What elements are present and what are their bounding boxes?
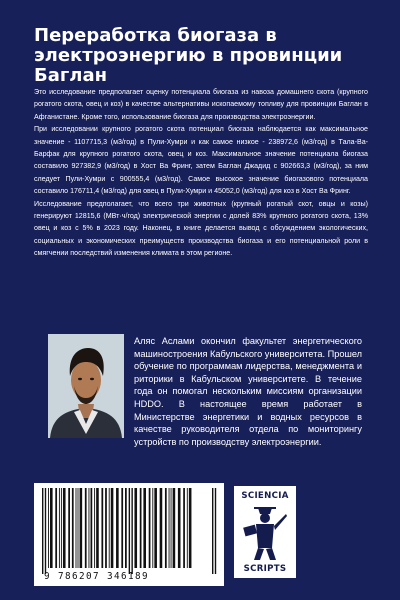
author-portrait-icon	[48, 334, 124, 438]
barcode-bar	[154, 488, 157, 568]
barcode-bar	[89, 488, 90, 568]
abstract-paragraph: При исследовании крупного рогатого скота потенциал биогаза наблюдается как максимальное значение - 1107715,3 (м3/год) в Пули-Хумри и как самое низкое - 238972,6 (м3/год) в Тала-Ва-Барфак для крупного рогатого скота, овец и коз. Максимальное значение потенциала биогаза составило 927382,9 (м3/год) в Хост Ва Фринг, затем Баглан Джадид с 902663,3 (м3/год), за ним следует Пули-Хумри с 900555,4 (м3/год). Самое высокое значение биогазового потенциала составило 176711,4 (м3/год) для овец в Пули-Хумри и 45052,0 (м3/год) для коз в Хост Ва Фринг.	[34, 125, 368, 196]
barcode-bar	[111, 488, 114, 568]
scholar-with-book-icon	[242, 502, 288, 562]
publisher-name-bottom: SCRIPTS	[243, 564, 287, 574]
barcode-bar	[76, 488, 77, 568]
barcode-bar	[55, 488, 57, 568]
barcode-bar	[94, 488, 95, 568]
barcode-bar	[160, 488, 163, 568]
barcode-bar	[45, 488, 46, 574]
barcode-bar	[109, 488, 110, 568]
barcode-bar	[165, 488, 167, 568]
author-photo	[48, 334, 124, 438]
isbn-number: 9 786207 346189	[44, 571, 149, 582]
publisher-name-top: SCIENCIA	[241, 491, 289, 501]
barcode-bar	[85, 488, 87, 568]
barcode-bar	[189, 488, 192, 568]
barcode-bar	[173, 488, 176, 568]
barcode-bar	[63, 488, 66, 568]
barcode-bar	[169, 488, 170, 568]
abstract-paragraph: Это исследование предполагает оценку потенциала биогаза из навоза домашнего скота (крупного рогатого скота, овец и коз) в качестве альтернативы ископаемому топливу для провинции Баглан в Афганистане. Кроме того, использование биогаза для производства электроэнергии.	[34, 88, 368, 121]
barcode-bar	[116, 488, 119, 568]
barcode-bar	[96, 488, 99, 568]
barcode-bar	[152, 488, 153, 568]
abstract-text	[34, 86, 368, 260]
barcode-bar	[125, 488, 127, 568]
barcode-bar	[61, 488, 62, 568]
barcode-bar	[80, 488, 83, 568]
abstract-paragraph: Исследование предполагает, что всего три животных (крупный рогатый скот, овцы и козы) генерируют 12815,6 (МВт·ч/год) электрической энергии с долей 83% крупного рогатого скота, 13% овец и коз с 5% в 2023 году. Наконец, в книге делается вывод с обсуждением экологических, социальных и экономических преимуществ производства биогаза и его потенциальной роли в смягчении последствий изменения климата в этом регионе.	[34, 199, 368, 258]
barcode-bar	[171, 488, 172, 568]
barcode-bar	[178, 488, 181, 568]
barcode-bar	[72, 488, 74, 568]
barcode-bar	[134, 488, 137, 568]
barcode-bar	[187, 488, 188, 568]
barcode-bar	[129, 488, 130, 574]
barcode-bar	[149, 488, 151, 568]
barcode-bar	[131, 488, 132, 574]
barcode-bar	[121, 488, 123, 568]
barcode-bar	[215, 488, 216, 574]
barcode-bar	[212, 488, 213, 574]
barcode-bar	[42, 488, 43, 574]
barcode-bar	[50, 488, 53, 568]
barcode-bar	[91, 488, 93, 568]
publisher-logo	[234, 486, 296, 578]
barcode-bar	[48, 488, 49, 568]
barcode-bar	[101, 488, 103, 568]
barcode-bar	[183, 488, 185, 568]
barcode-bar	[143, 488, 146, 568]
barcode-bar	[78, 488, 79, 568]
isbn-barcode	[34, 483, 224, 586]
barcode-bar	[140, 488, 142, 568]
book-title: Переработка биогаза в электроэнергию в провинции Баглан	[34, 25, 343, 86]
barcode-bar	[105, 488, 107, 568]
author-bio: Аляс Аслами окончил факультет энергетического машиностроения Кабульского университета. Прошел обучение по программам лидерства, менеджмента и риторики в Кабульском университете. В течение года он помогал нескольким миссиям организации HDDO. В настоящее время работает в Министерстве энергетики и водных ресурсов в качестве руководителя отдела по мониторингу устройств по производству электроэнергии.	[134, 336, 362, 447]
barcode-bar	[68, 488, 70, 568]
barcode-bar	[59, 488, 60, 568]
